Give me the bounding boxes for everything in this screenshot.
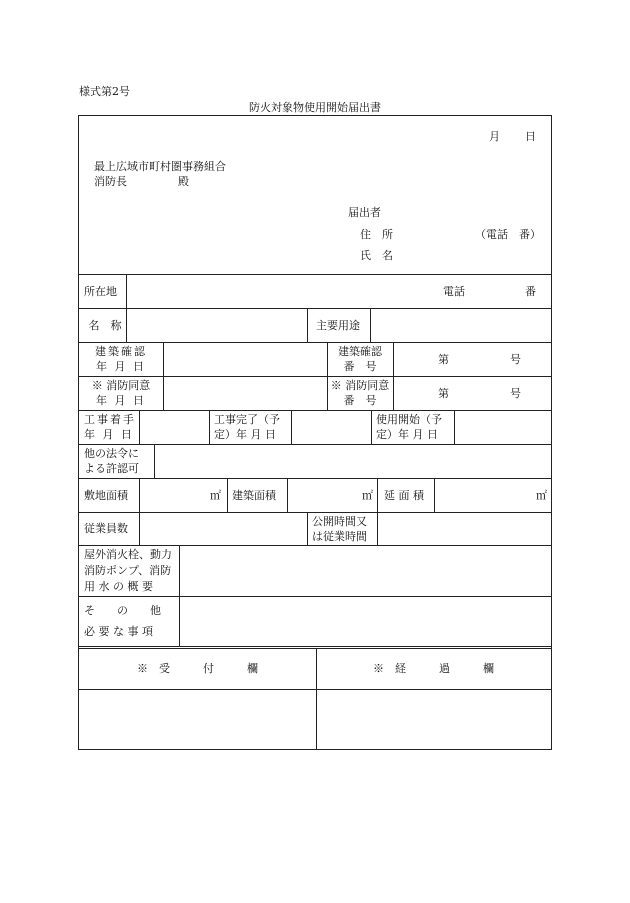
form-title: 防火対象物使用開始届出書 bbox=[249, 101, 381, 114]
fire-consent-date-l2: 年 月 日 bbox=[96, 394, 146, 407]
fire-consent-date-l1: ※ 消防同意 bbox=[91, 379, 151, 392]
bldg-confirm-no-l2: 番 号 bbox=[343, 360, 377, 373]
other-l1: そ の 他 bbox=[84, 604, 161, 617]
use-start-l1: 使用開始（予 bbox=[376, 413, 442, 426]
location-label: 所在地 bbox=[84, 285, 117, 298]
building-area-unit: ㎡ bbox=[362, 489, 373, 502]
applicant-label: 届出者 bbox=[348, 206, 381, 219]
bldg-no-suffix: 号 bbox=[510, 353, 521, 366]
addressee-fire-chief: 消防長 bbox=[94, 175, 127, 188]
reception-column-label: ※ 受 付 欄 bbox=[137, 662, 258, 675]
name-label-row: 名 称 bbox=[88, 319, 122, 332]
floor-area-unit: ㎡ bbox=[536, 489, 547, 502]
location-phone-suffix: 番 bbox=[525, 285, 536, 298]
building-area-label: 建築面積 bbox=[232, 489, 276, 502]
application-form bbox=[78, 115, 552, 750]
addressee-line1: 最上広域市町村圏事務組合 bbox=[94, 160, 226, 173]
open-hours-l2: は従業時間 bbox=[312, 530, 367, 543]
bldg-no-prefix: 第 bbox=[438, 353, 449, 366]
other-law-l1: 他の法令に bbox=[84, 447, 139, 460]
hydrant-l2: 消防ポンプ、消防 bbox=[84, 564, 172, 577]
construction-start-l1: 工事着手 bbox=[84, 413, 136, 426]
site-area-unit: ㎡ bbox=[210, 489, 221, 502]
location-phone-label: 電話 bbox=[443, 285, 465, 298]
fire-no-suffix: 号 bbox=[510, 387, 521, 400]
month-label: 月 bbox=[489, 130, 500, 143]
bldg-confirm-date-l1: 建築確認 bbox=[95, 345, 147, 358]
name-label: 氏 名 bbox=[360, 249, 393, 262]
day-label: 日 bbox=[525, 130, 536, 143]
phone-label: （電話 番） bbox=[475, 228, 541, 241]
use-start-l2: 定）年 月 日 bbox=[376, 428, 438, 441]
open-hours-l1: 公開時間又 bbox=[312, 515, 367, 528]
hydrant-l3: 用 水 の 概 要 bbox=[84, 580, 153, 593]
bldg-confirm-no-l1: 建築確認 bbox=[338, 345, 382, 358]
construction-end-l2: 定）年 月 日 bbox=[214, 428, 276, 441]
address-label: 住 所 bbox=[360, 228, 393, 241]
main-use-label: 主要用途 bbox=[316, 319, 360, 332]
other-l2: 必 要 な 事 項 bbox=[84, 625, 153, 638]
fire-consent-no-l1: ※ 消防同意 bbox=[330, 379, 390, 392]
fire-consent-no-l2: 番 号 bbox=[343, 394, 377, 407]
site-area-label: 敷地面積 bbox=[84, 489, 128, 502]
fire-no-prefix: 第 bbox=[438, 387, 449, 400]
hydrant-l1: 屋外消火栓、動力 bbox=[84, 548, 172, 561]
bldg-confirm-date-l2: 年 月 日 bbox=[96, 360, 146, 373]
floor-area-label: 延 面 積 bbox=[384, 489, 424, 502]
employees-label: 従業員数 bbox=[84, 522, 128, 535]
construction-start-l2: 年 月 日 bbox=[84, 428, 134, 441]
progress-column-label: ※ 経 過 欄 bbox=[373, 662, 494, 675]
addressee-honorific: 殿 bbox=[178, 175, 189, 188]
other-law-l2: よる許認可 bbox=[84, 462, 139, 475]
form-number: 様式第2号 bbox=[79, 85, 130, 98]
construction-end-l1: 工事完了（予 bbox=[214, 413, 280, 426]
